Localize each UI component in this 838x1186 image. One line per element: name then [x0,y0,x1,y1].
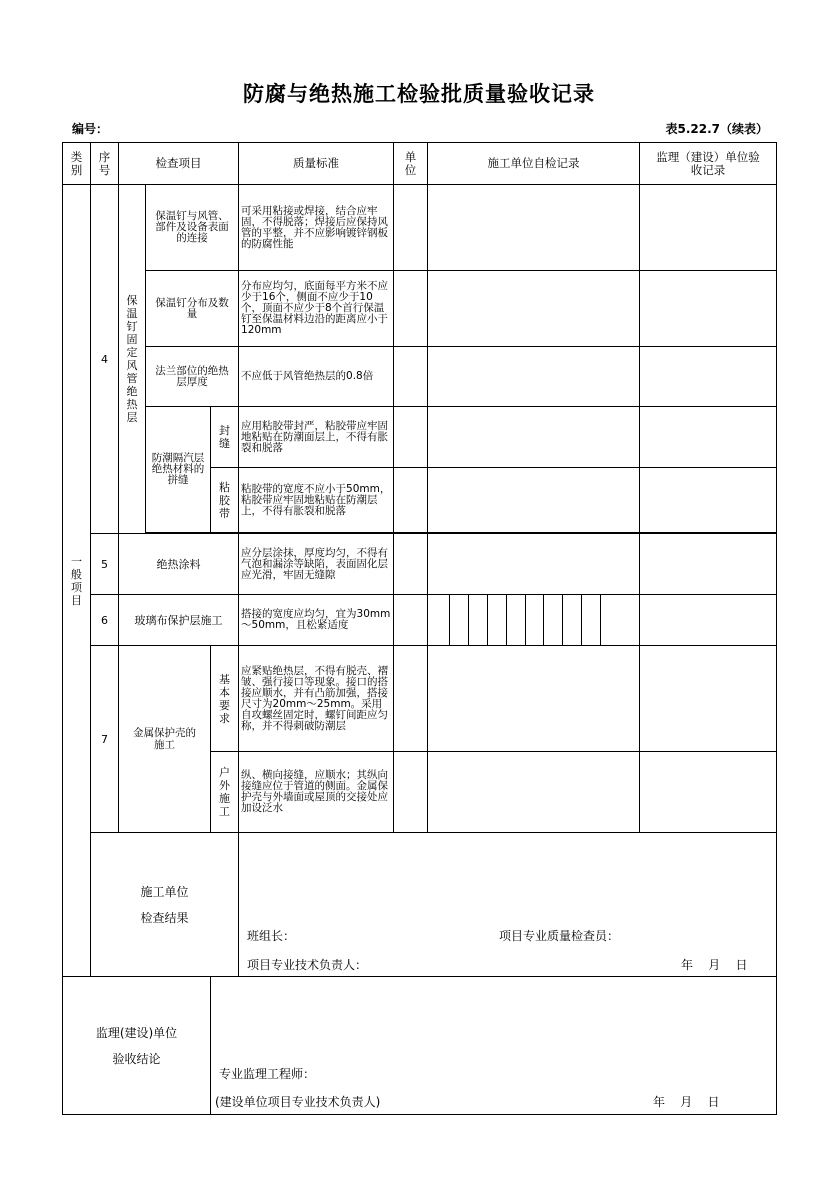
header-seq: 序号 [91,143,119,185]
owner-tech-label: (建设单位项目专业技术负责人) [215,1095,381,1109]
team-leader-label: 班组长： [247,929,296,943]
item4-seam-group: 防潮隔汽层绝热材料的拼缝 [146,407,211,533]
category-general: 一般项目 [63,185,91,977]
table-row [63,347,777,407]
construction-result-label [91,833,239,977]
item6-standard: 搭接的宽度应均匀，宜为30mm～50mm，且松紧适度 [239,595,394,646]
measurement-cell[interactable] [469,595,488,645]
measurement-cell[interactable] [582,595,601,645]
item4-seq: 4 [91,185,119,534]
measurement-cell[interactable] [601,595,619,645]
qc-inspector-label: 项目专业质量检查员： [499,929,620,943]
measurement-cell[interactable] [544,595,563,645]
self-check-cell[interactable] [428,347,640,407]
item4-seam-standard: 应用粘胶带封严，粘胶带应牢固地粘贴在防潮面层上，不得有胀裂和脱落 [239,407,394,468]
unit-cell[interactable] [394,468,428,533]
header-supervision: 监理（建设）单位验收记录 [640,143,777,185]
construction-date-label: 年 月 日 [681,958,748,972]
unit-cell[interactable] [394,271,428,347]
unit-cell[interactable] [394,595,428,646]
table-row [63,534,777,595]
table-row [63,271,777,347]
item5-name: 绝热涂料 [119,534,239,595]
construction-result-sign-area[interactable] [239,833,777,977]
supervision-result-sign-area[interactable] [211,977,777,1115]
supervision-cell[interactable] [640,347,777,407]
unit-cell[interactable] [394,185,428,271]
item4-tape-standard: 粘胶带的宽度不应小于50mm，粘胶带应牢固地粘贴在防潮层上，不得有胀裂和脱落 [239,468,394,533]
item5-standard: 应分层涂抹，厚度均匀，不得有气泡和漏涂等缺陷，表面固化层应光滑，牢固无缝隙 [239,534,394,595]
header-row [63,143,777,185]
table-row [63,595,777,646]
item4-row2-name: 保温钉分布及数量 [146,271,239,347]
item4-group: 保温钉固定风管绝热层 [119,185,146,534]
item7-row2-standard: 纵、横向接缝，应顺水；其纵向接缝应位于管道的侧面。金属保护壳与外墙面或屋顶的交接处应加设泛水 [239,752,394,833]
item6-seq: 6 [91,595,119,646]
self-check-cell[interactable] [428,407,640,468]
supervision-result-label-line1: 监理(建设)单位 [95,1025,178,1040]
header-unit: 单位 [394,143,428,185]
supervision-cell[interactable] [640,595,777,646]
supervision-cell[interactable] [640,752,777,833]
supervision-date-label: 年 月 日 [653,1095,720,1109]
self-check-cell[interactable] [428,752,640,833]
supervision-result-label-line2: 验收结论 [112,1051,161,1066]
item4-row2-standard: 分布应均匀，底面每平方米不应少于16个，侧面不应少于10个，顶面不应少于8个首行保温钉至保温材料边沿的距离应小于120mm [239,271,394,347]
item4-row3-name: 法兰部位的绝热层厚度 [146,347,239,407]
item4-row1-standard: 可采用粘接或焊接，结合应牢固，不得脱落；焊接后应保持风管的平整，并不应影响镀锌钢板的防腐性能 [239,185,394,271]
table-row [63,185,777,271]
self-check-cell[interactable] [428,271,640,347]
item7-row1-standard: 应紧贴绝热层，不得有脱壳、褶皱、强行接口等现象。接口的搭接应顺水，并有凸筋加强，搭接尺寸为20mm～25mm。采用自攻螺丝固定时，螺钉间距应匀称，并不得刺破防潮层 [239,646,394,752]
supervision-result-row [63,977,777,1115]
header-self-check: 施工单位自检记录 [428,143,640,185]
inspection-table [62,142,777,1115]
self-check-cell[interactable] [428,185,640,271]
unit-cell[interactable] [394,347,428,407]
item7-row1-name: 基本要求 [211,646,239,752]
supervision-cell[interactable] [640,468,777,533]
table-row [63,646,777,752]
item4-row3-standard: 不应低于风管绝热层的0.8倍 [239,347,394,407]
form-code: 表5.22.7（续表） [665,122,768,136]
header-item: 检查项目 [119,143,239,185]
header-standard: 质量标准 [239,143,394,185]
construction-result-label-line1: 施工单位 [140,884,189,899]
unit-cell[interactable] [394,407,428,468]
self-check-cell[interactable] [428,468,640,533]
tech-lead-label: 项目专业技术负责人： [247,958,368,972]
measurement-grid [428,595,640,646]
measurement-cell[interactable] [563,595,582,645]
self-check-cell[interactable] [428,646,640,752]
measurement-cell[interactable] [450,595,469,645]
self-check-cell[interactable] [428,534,640,595]
engineer-label: 专业监理工程师： [219,1067,316,1081]
supervision-cell[interactable] [640,646,777,752]
item4-seam-name: 封缝 [211,407,239,468]
measurement-cell[interactable] [488,595,507,645]
item4-tape-name: 粘胶带 [211,468,239,533]
item5-seq: 5 [91,534,119,595]
item4-row1-name: 保温钉与风管、部件及设备表面的连接 [146,185,239,271]
header-category: 类别 [63,143,91,185]
item7-group: 金属保护壳的施工 [119,646,211,833]
supervision-cell[interactable] [640,534,777,595]
supervision-cell[interactable] [640,271,777,347]
supervision-cell[interactable] [640,407,777,468]
item7-row2-name: 户外施工 [211,752,239,833]
unit-cell[interactable] [394,646,428,752]
item7-seq: 7 [91,646,119,833]
page-title: 防腐与绝热施工检验批质量验收记录 [243,82,595,106]
supervision-cell[interactable] [640,185,777,271]
measurement-cell[interactable] [507,595,526,645]
measurement-cell[interactable] [526,595,545,645]
table-row [63,407,777,468]
item6-name: 玻璃布保护层施工 [119,595,239,646]
serial-number-label: 编号： [72,122,109,136]
construction-result-label-line2: 检查结果 [140,910,189,925]
unit-cell[interactable] [394,534,428,595]
unit-cell[interactable] [394,752,428,833]
supervision-result-label [63,977,211,1115]
construction-result-row [63,833,777,977]
